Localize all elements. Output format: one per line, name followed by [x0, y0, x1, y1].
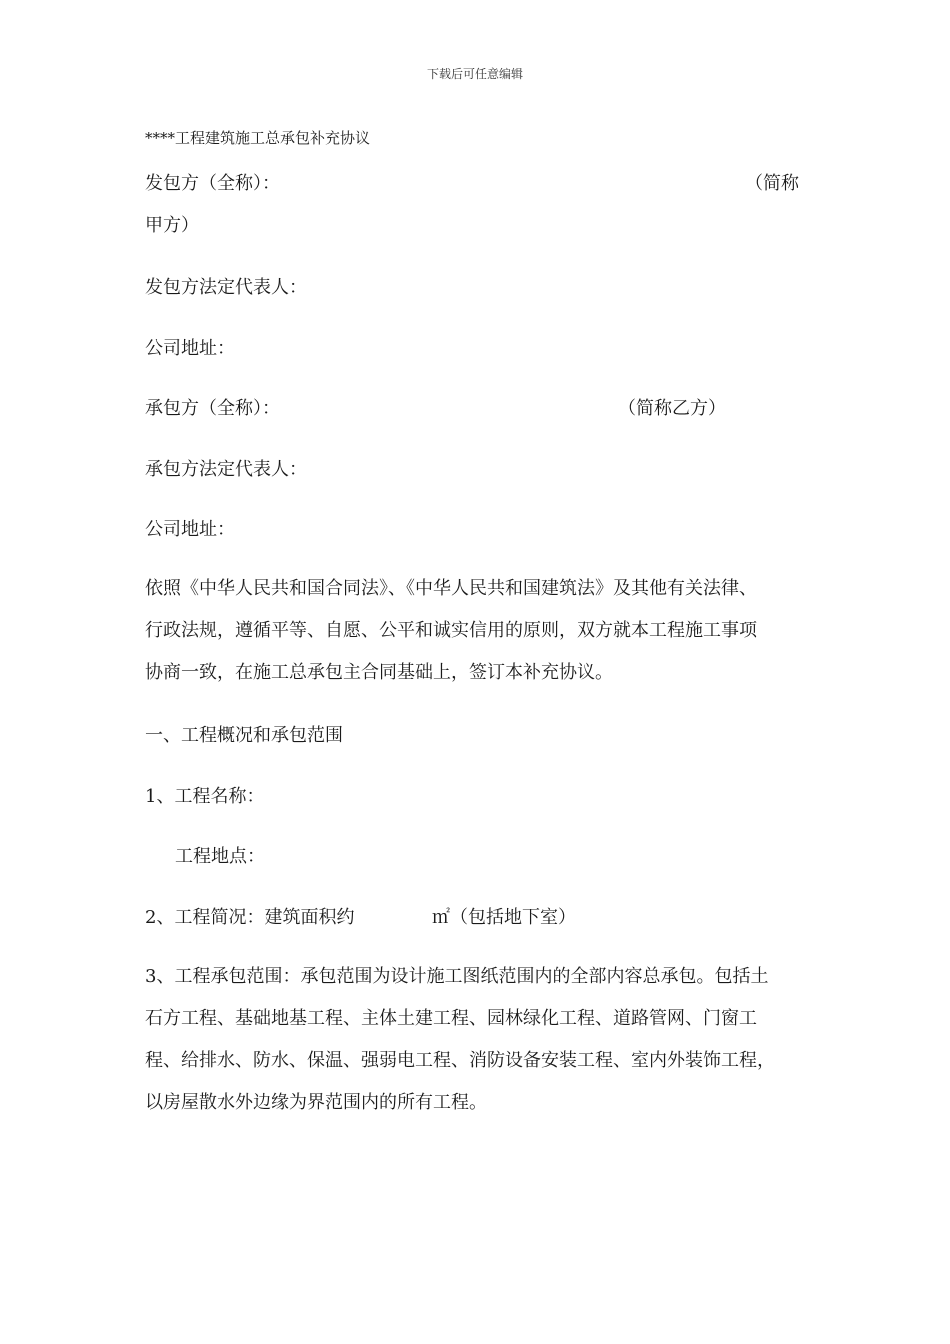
- document-title: ****工程建筑施工总承包补充协议: [145, 129, 371, 147]
- project-name: 1、工程名称：: [145, 786, 265, 807]
- project-overview: 2、工程简况：建筑面积约: [145, 907, 355, 928]
- scope-line: 以房屋散水外边缘为界范围内的所有工程。: [145, 1092, 487, 1113]
- party-a-abbr: （简称: [745, 173, 799, 194]
- project-scope-paragraph: [145, 956, 810, 1124]
- preamble-line: 行政法规，遵循平等、自愿、公平和诚实信用的原则，双方就本工程施工事项: [145, 620, 757, 641]
- preamble-line: 协商一致，在施工总承包主合同基础上，签订本补充协议。: [145, 662, 613, 683]
- party-b-abbr: （简称乙方）: [618, 398, 726, 419]
- party-b-label: 承包方（全称）：: [145, 398, 280, 419]
- scope-line: 3、工程承包范围：承包范围为设计施工图纸范围内的全部内容总承包。包括土: [145, 966, 769, 987]
- party-a-abbr-continued: 甲方）: [145, 215, 199, 236]
- party-a-legal-rep: 发包方法定代表人：: [145, 277, 307, 298]
- preamble-line: 依照《中华人民共和国合同法》、《中华人民共和国建筑法》及其他有关法律、: [145, 578, 757, 599]
- project-area-unit: ㎡（包括地下室）: [432, 907, 576, 928]
- preamble-paragraph: [145, 568, 810, 694]
- party-b-legal-rep: 承包方法定代表人：: [145, 459, 307, 480]
- section-1-heading: 一、工程概况和承包范围: [145, 725, 343, 746]
- party-a-address: 公司地址：: [145, 338, 235, 359]
- party-a-label: 发包方（全称）：: [145, 173, 280, 194]
- scope-line: 程、给排水、防水、保温、强弱电工程、消防设备安装工程、室内外装饰工程，: [145, 1050, 775, 1071]
- header-note: 下载后可任意编辑: [426, 67, 523, 81]
- party-b-address: 公司地址：: [145, 519, 235, 540]
- scope-line: 石方工程、基础地基工程、主体土建工程、园林绿化工程、道路管网、门窗工: [145, 1008, 757, 1029]
- project-location: 工程地点：: [175, 846, 265, 867]
